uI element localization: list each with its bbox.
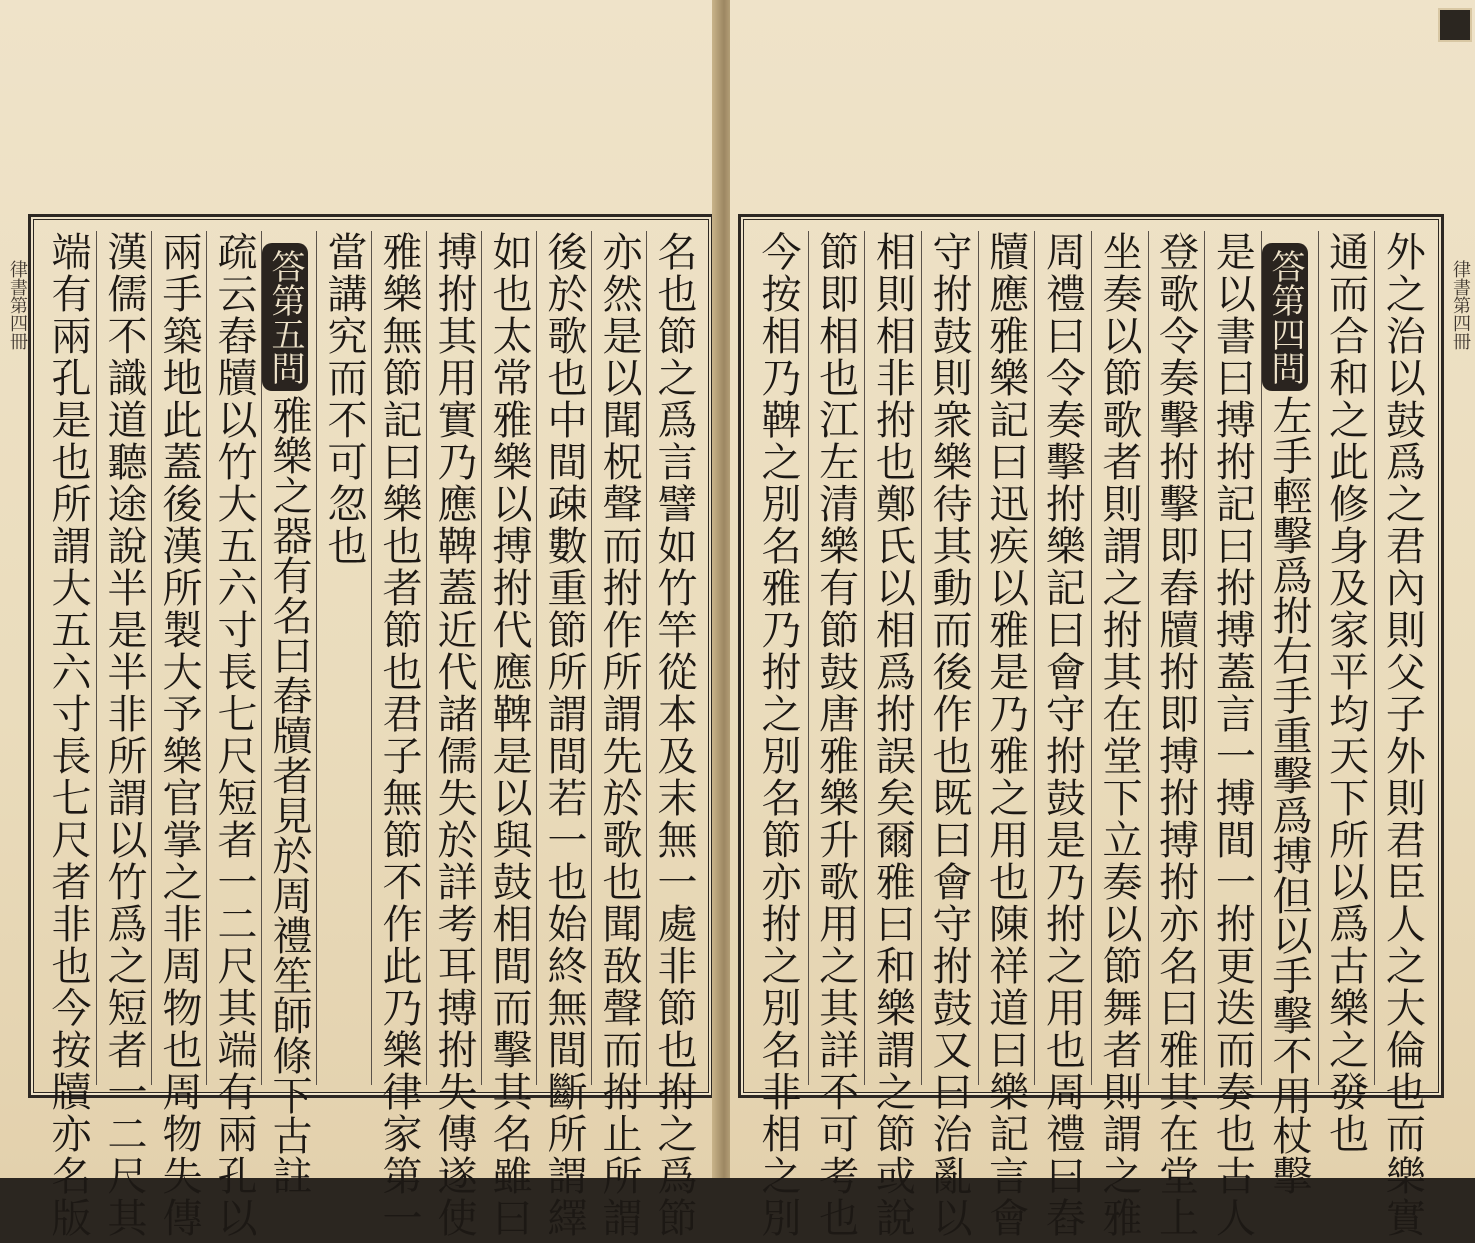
text-column (261, 231, 317, 1195)
text-column (316, 231, 372, 1085)
text-column (921, 231, 979, 1239)
right-columns (751, 231, 1431, 1239)
text-column (96, 231, 152, 1239)
column-text: 守拊鼓則衆樂待其動而後作也既曰會守拊鼓又曰治亂以 (926, 231, 972, 1239)
text-column (751, 231, 808, 1239)
text-column (1034, 231, 1092, 1239)
column-text: 端有兩孔是也所謂大五六寸長七尺者非也今按牘亦名版 (45, 231, 91, 1239)
right-text-frame (738, 214, 1444, 1239)
text-column (646, 231, 702, 1239)
column-text: 周禮曰令奏擊拊樂記曰會守拊鼓是乃拊之用也周禮曰舂 (1039, 231, 1086, 1239)
column-text: 漢儒不識道聽途說半是半非所謂以竹爲之短者一二尺其 (101, 231, 147, 1239)
column-text: 是以書曰搏拊記曰拊搏蓋言一搏間一拊更迭而奏也古人 (1209, 231, 1256, 1239)
text-column (206, 231, 262, 1239)
text-column (1318, 231, 1376, 1155)
text-column (1374, 231, 1432, 1239)
text-column (978, 231, 1036, 1239)
column-text: 節即相也江左清樂有節鼓唐雅樂升歌用之其詳不可考也 (812, 231, 859, 1239)
column-text: 牘應雅樂記曰迅疾以雅是乃雅之用也陳祥道曰樂記言會 (982, 231, 1029, 1239)
column-text: 兩手築地此蓋後漢所製大予樂官掌之非周物也周物失傳 (156, 231, 202, 1239)
section-marker: 答第四問 (1262, 243, 1308, 391)
text-column (426, 231, 482, 1239)
column-text: 左手輕擊爲拊右手重擊爲搏但以手擊不用杖擊 (1266, 395, 1312, 1195)
left-columns (41, 231, 701, 1239)
column-text: 後於歌也中間疎數重節所謂間若一也始終無間斷所謂繹 (541, 231, 587, 1239)
text-column (536, 231, 592, 1239)
text-column (1261, 231, 1319, 1195)
right-margin-title: 律書第四冊 (1450, 260, 1471, 350)
text-column (808, 231, 866, 1239)
text-column (151, 231, 207, 1239)
left-text-frame (28, 214, 714, 1239)
text-column (591, 231, 647, 1239)
column-text: 名也節之爲言譬如竹竿從本及末無一處非節也拊之爲節 (651, 231, 697, 1239)
text-column (1148, 231, 1206, 1239)
corner-mark (1438, 8, 1472, 42)
left-margin-title: 律書第四冊 (7, 260, 28, 350)
text-column (864, 231, 922, 1239)
column-text: 亦然是以聞柷聲而拊作所謂先於歌也聞敔聲而拊止所謂 (596, 231, 642, 1239)
text-column (1204, 231, 1262, 1239)
column-text: 當講究而不可忽也 (321, 231, 367, 567)
text-column (371, 231, 427, 1239)
right-page (730, 0, 1475, 1239)
column-text: 疏云舂牘以竹大五六寸長七尺短者一二尺其端有兩孔以 (211, 231, 257, 1239)
column-text: 通而合和之此修身及家平均天下所以爲古樂之發也 (1322, 231, 1369, 1155)
column-text: 雅樂之器有名曰舂牘者見於周禮笙師條下古註 (266, 395, 312, 1195)
text-column (41, 231, 96, 1239)
column-text: 今按相乃鞞之別名雅乃拊之別名節亦拊之別名非相之別 (755, 231, 801, 1239)
column-text: 坐奏以節歌者則謂之拊其在堂下立奏以節舞者則謂之雅 (1096, 231, 1142, 1239)
column-text: 搏拊其用實乃應鞞蓋近代諸儒失於詳考耳搏拊失傳遂使 (431, 231, 477, 1239)
text-column (481, 231, 537, 1239)
column-text: 如也太常雅樂以搏拊代應鞞是以與鼓相間而擊其名雖曰 (486, 231, 532, 1239)
column-text: 登歌令奏擊拊擊即舂牘拊即搏拊搏拊亦名曰雅其在堂上 (1152, 231, 1199, 1239)
section-marker: 答第五問 (262, 243, 308, 391)
text-column (1091, 231, 1149, 1239)
column-text: 雅樂無節記曰樂也者節也君子無節不作此乃樂律家第一 (376, 231, 422, 1239)
column-text: 外之治以鼓爲之君內則父子外則君臣人之大倫也而樂實 (1379, 231, 1426, 1239)
column-text: 相則相非拊也鄭氏以相爲拊誤矣爾雅曰和樂謂之節或說 (869, 231, 916, 1239)
left-page (0, 0, 718, 1239)
